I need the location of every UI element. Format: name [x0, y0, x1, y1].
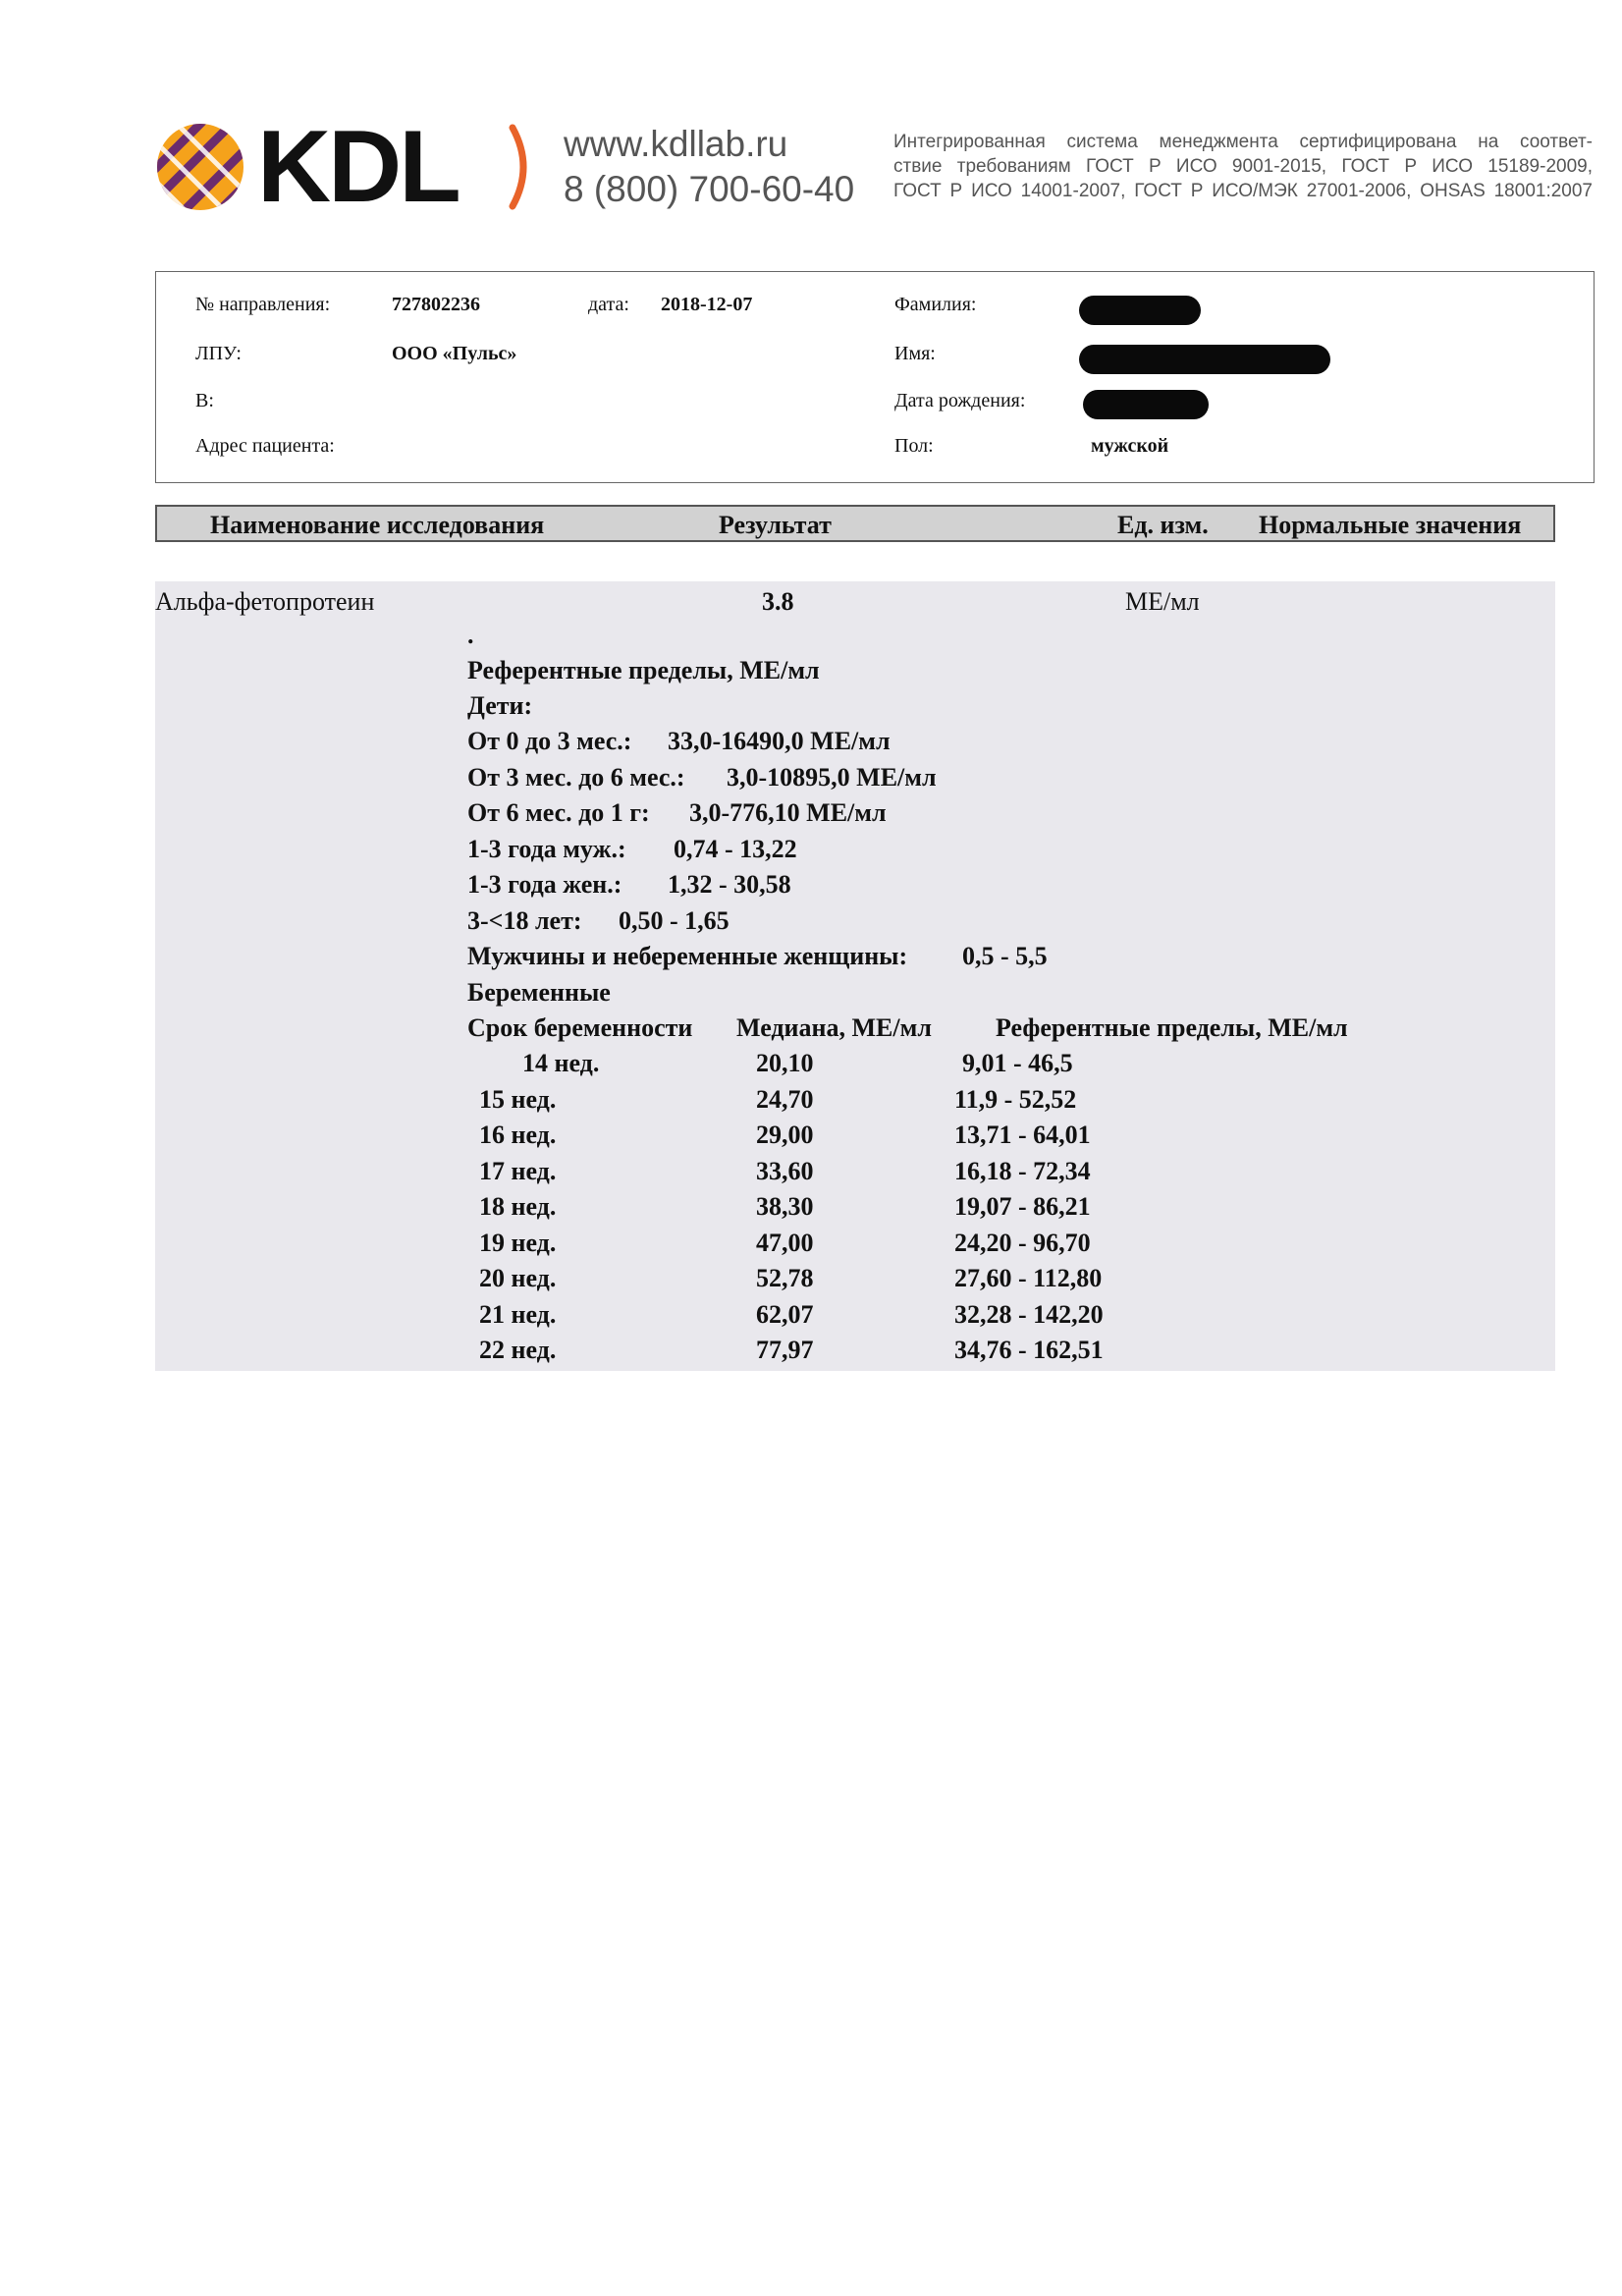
child-range-value: 3,0-10895,0 МЕ/мл	[727, 763, 937, 792]
dot-mark: .	[467, 621, 474, 649]
preg-col-median: Медиана, МЕ/мл	[736, 1013, 932, 1042]
date-value: 2018-12-07	[661, 294, 753, 315]
preg-week: 14 нед.	[522, 1049, 600, 1077]
preg-median: 77,97	[756, 1336, 814, 1364]
preg-ref: 11,9 - 52,52	[954, 1085, 1077, 1114]
preg-median: 24,70	[756, 1085, 814, 1114]
date-label: дата:	[588, 294, 629, 315]
preg-ref: 32,28 - 142,20	[954, 1300, 1104, 1329]
surname-label: Фамилия:	[894, 294, 977, 315]
preg-median: 62,07	[756, 1300, 814, 1329]
logo-wordmark: KDL	[257, 110, 459, 224]
phone-number: 8 (800) 700-60-40	[564, 169, 855, 209]
preg-median: 29,00	[756, 1121, 814, 1149]
v-label: В:	[195, 390, 214, 411]
preg-ref: 34,76 - 162,51	[954, 1336, 1104, 1364]
preg-week: 17 нед.	[479, 1157, 557, 1185]
preg-median: 38,30	[756, 1192, 814, 1221]
child-range-value: 3,0-776,10 МЕ/мл	[689, 798, 887, 827]
col-header-result: Результат	[719, 511, 832, 539]
preg-median: 47,00	[756, 1229, 814, 1257]
preg-week: 18 нед.	[479, 1192, 557, 1221]
preg-week: 21 нед.	[479, 1300, 557, 1329]
child-range-label: 1-3 года муж.:	[467, 835, 626, 863]
chevron-right-icon	[507, 124, 536, 210]
test-result-value: 3.8	[762, 587, 794, 616]
patient-info-box	[155, 271, 1595, 483]
kdl-logo	[155, 110, 479, 224]
preg-ref: 24,20 - 96,70	[954, 1229, 1091, 1257]
lpu-label: ЛПУ:	[195, 343, 242, 364]
col-header-norm: Нормальные значения	[1259, 511, 1522, 539]
preg-week: 20 нед.	[479, 1264, 557, 1292]
preg-median: 52,78	[756, 1264, 814, 1292]
result-row	[155, 581, 1555, 1371]
col-header-unit: Ед. изм.	[1117, 511, 1209, 539]
preg-week: 16 нед.	[479, 1121, 557, 1149]
website-link[interactable]: www.kdllab.ru	[564, 124, 788, 164]
child-range-label: 3-<18 лет:	[467, 906, 582, 935]
child-range-value: 0,74 - 13,22	[674, 835, 797, 863]
preg-ref: 16,18 - 72,34	[954, 1157, 1091, 1185]
preg-ref: 13,71 - 64,01	[954, 1121, 1091, 1149]
sex-label: Пол:	[894, 435, 934, 457]
lpu-value: ООО «Пульс»	[392, 343, 517, 364]
address-label: Адрес пациента:	[195, 435, 335, 457]
child-range-label: От 0 до 3 мес.:	[467, 727, 632, 755]
child-range-label: От 6 мес. до 1 г:	[467, 798, 650, 827]
preg-median: 33,60	[756, 1157, 814, 1185]
child-range-value: 0,50 - 1,65	[619, 906, 730, 935]
child-range-value: 33,0-16490,0 МЕ/мл	[668, 727, 891, 755]
cert-line: ГОСТ Р ИСО 14001-2007, ГОСТ Р ИСО/МЭК 27001-2006, OHSAS 18001:2007	[893, 181, 1593, 201]
test-name: Альфа-фетопротеин	[155, 587, 375, 616]
preg-ref: 9,01 - 46,5	[962, 1049, 1073, 1077]
preg-median: 20,10	[756, 1049, 814, 1077]
contact-block	[564, 122, 854, 212]
sex-value: мужской	[1091, 435, 1169, 457]
preg-ref: 27,60 - 112,80	[954, 1264, 1103, 1292]
children-label: Дети:	[467, 691, 533, 720]
referral-value: 727802236	[392, 294, 480, 315]
col-header-name: Наименование исследования	[210, 511, 545, 539]
child-range-label: От 3 мес. до 6 мес.:	[467, 763, 685, 792]
kdl-globe-icon	[155, 122, 245, 212]
cert-line: Интегрированная система менеджмента сертифицирована на соответ-	[893, 132, 1593, 152]
pregnant-label: Беременные	[467, 978, 611, 1007]
redacted-surname	[1079, 296, 1201, 325]
preg-col-ref: Референтные пределы, МЕ/мл	[996, 1013, 1348, 1042]
preg-col-term: Срок беременности	[467, 1013, 693, 1042]
test-unit: МЕ/мл	[1125, 587, 1200, 616]
cert-line: ствие требованиям ГОСТ Р ИСО 9001-2015, ГОСТ Р ИСО 15189-2009,	[893, 156, 1593, 177]
child-range-label: 1-3 года жен.:	[467, 870, 622, 899]
preg-week: 19 нед.	[479, 1229, 557, 1257]
name-label: Имя:	[894, 343, 936, 364]
redacted-name	[1079, 345, 1330, 374]
dob-label: Дата рождения:	[894, 390, 1026, 411]
ref-title: Референтные пределы, МЕ/мл	[467, 656, 820, 684]
preg-ref: 19,07 - 86,21	[954, 1192, 1091, 1221]
child-range-value: 1,32 - 30,58	[668, 870, 791, 899]
adults-label: Мужчины и небеременные женщины:	[467, 942, 908, 970]
adults-value: 0,5 - 5,5	[962, 942, 1048, 970]
referral-label: № направления:	[195, 294, 331, 315]
redacted-dob	[1083, 390, 1209, 419]
certification-text	[893, 130, 1593, 203]
preg-week: 22 нед.	[479, 1336, 557, 1364]
preg-week: 15 нед.	[479, 1085, 557, 1114]
results-table-header	[155, 505, 1555, 542]
